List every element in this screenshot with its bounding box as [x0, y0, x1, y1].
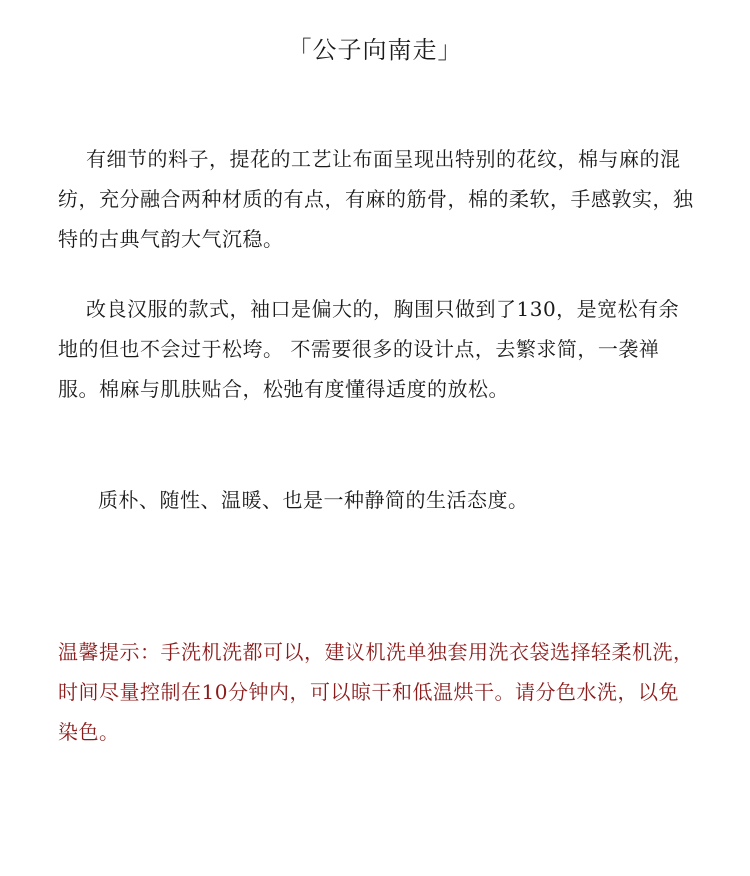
- page-title: 「公子向南走」: [287, 36, 463, 64]
- description-paragraph-fabric: 有细节的料子，提花的工艺让布面呈现出特别的花纹，棉与麻的混纺，充分融合两种材质的有点，有麻的筋骨，棉的柔软，手感敦实，独特的古典气韵大气沉稳。: [58, 147, 694, 251]
- description-paragraph-attitude: 质朴、随性、温暖、也是一种静简的生活态度。: [98, 488, 529, 512]
- description-paragraph-style: 改良汉服的款式，袖口是偏大的，胸围只做到了130，是宽松有余地的但也不会过于松垮。 不需要很多的设计点，去繁求简，一袭禅服。棉麻与肌肤贴合，松弛有度懂得适度的放松。: [58, 297, 680, 401]
- washing-notice: 温馨提示：手洗机洗都可以，建议机洗单独套用洗衣袋选择轻柔机洗，时间尽量控制在10分钟内，可以晾干和低温烘干。请分色水洗，以免染色。: [58, 640, 694, 744]
